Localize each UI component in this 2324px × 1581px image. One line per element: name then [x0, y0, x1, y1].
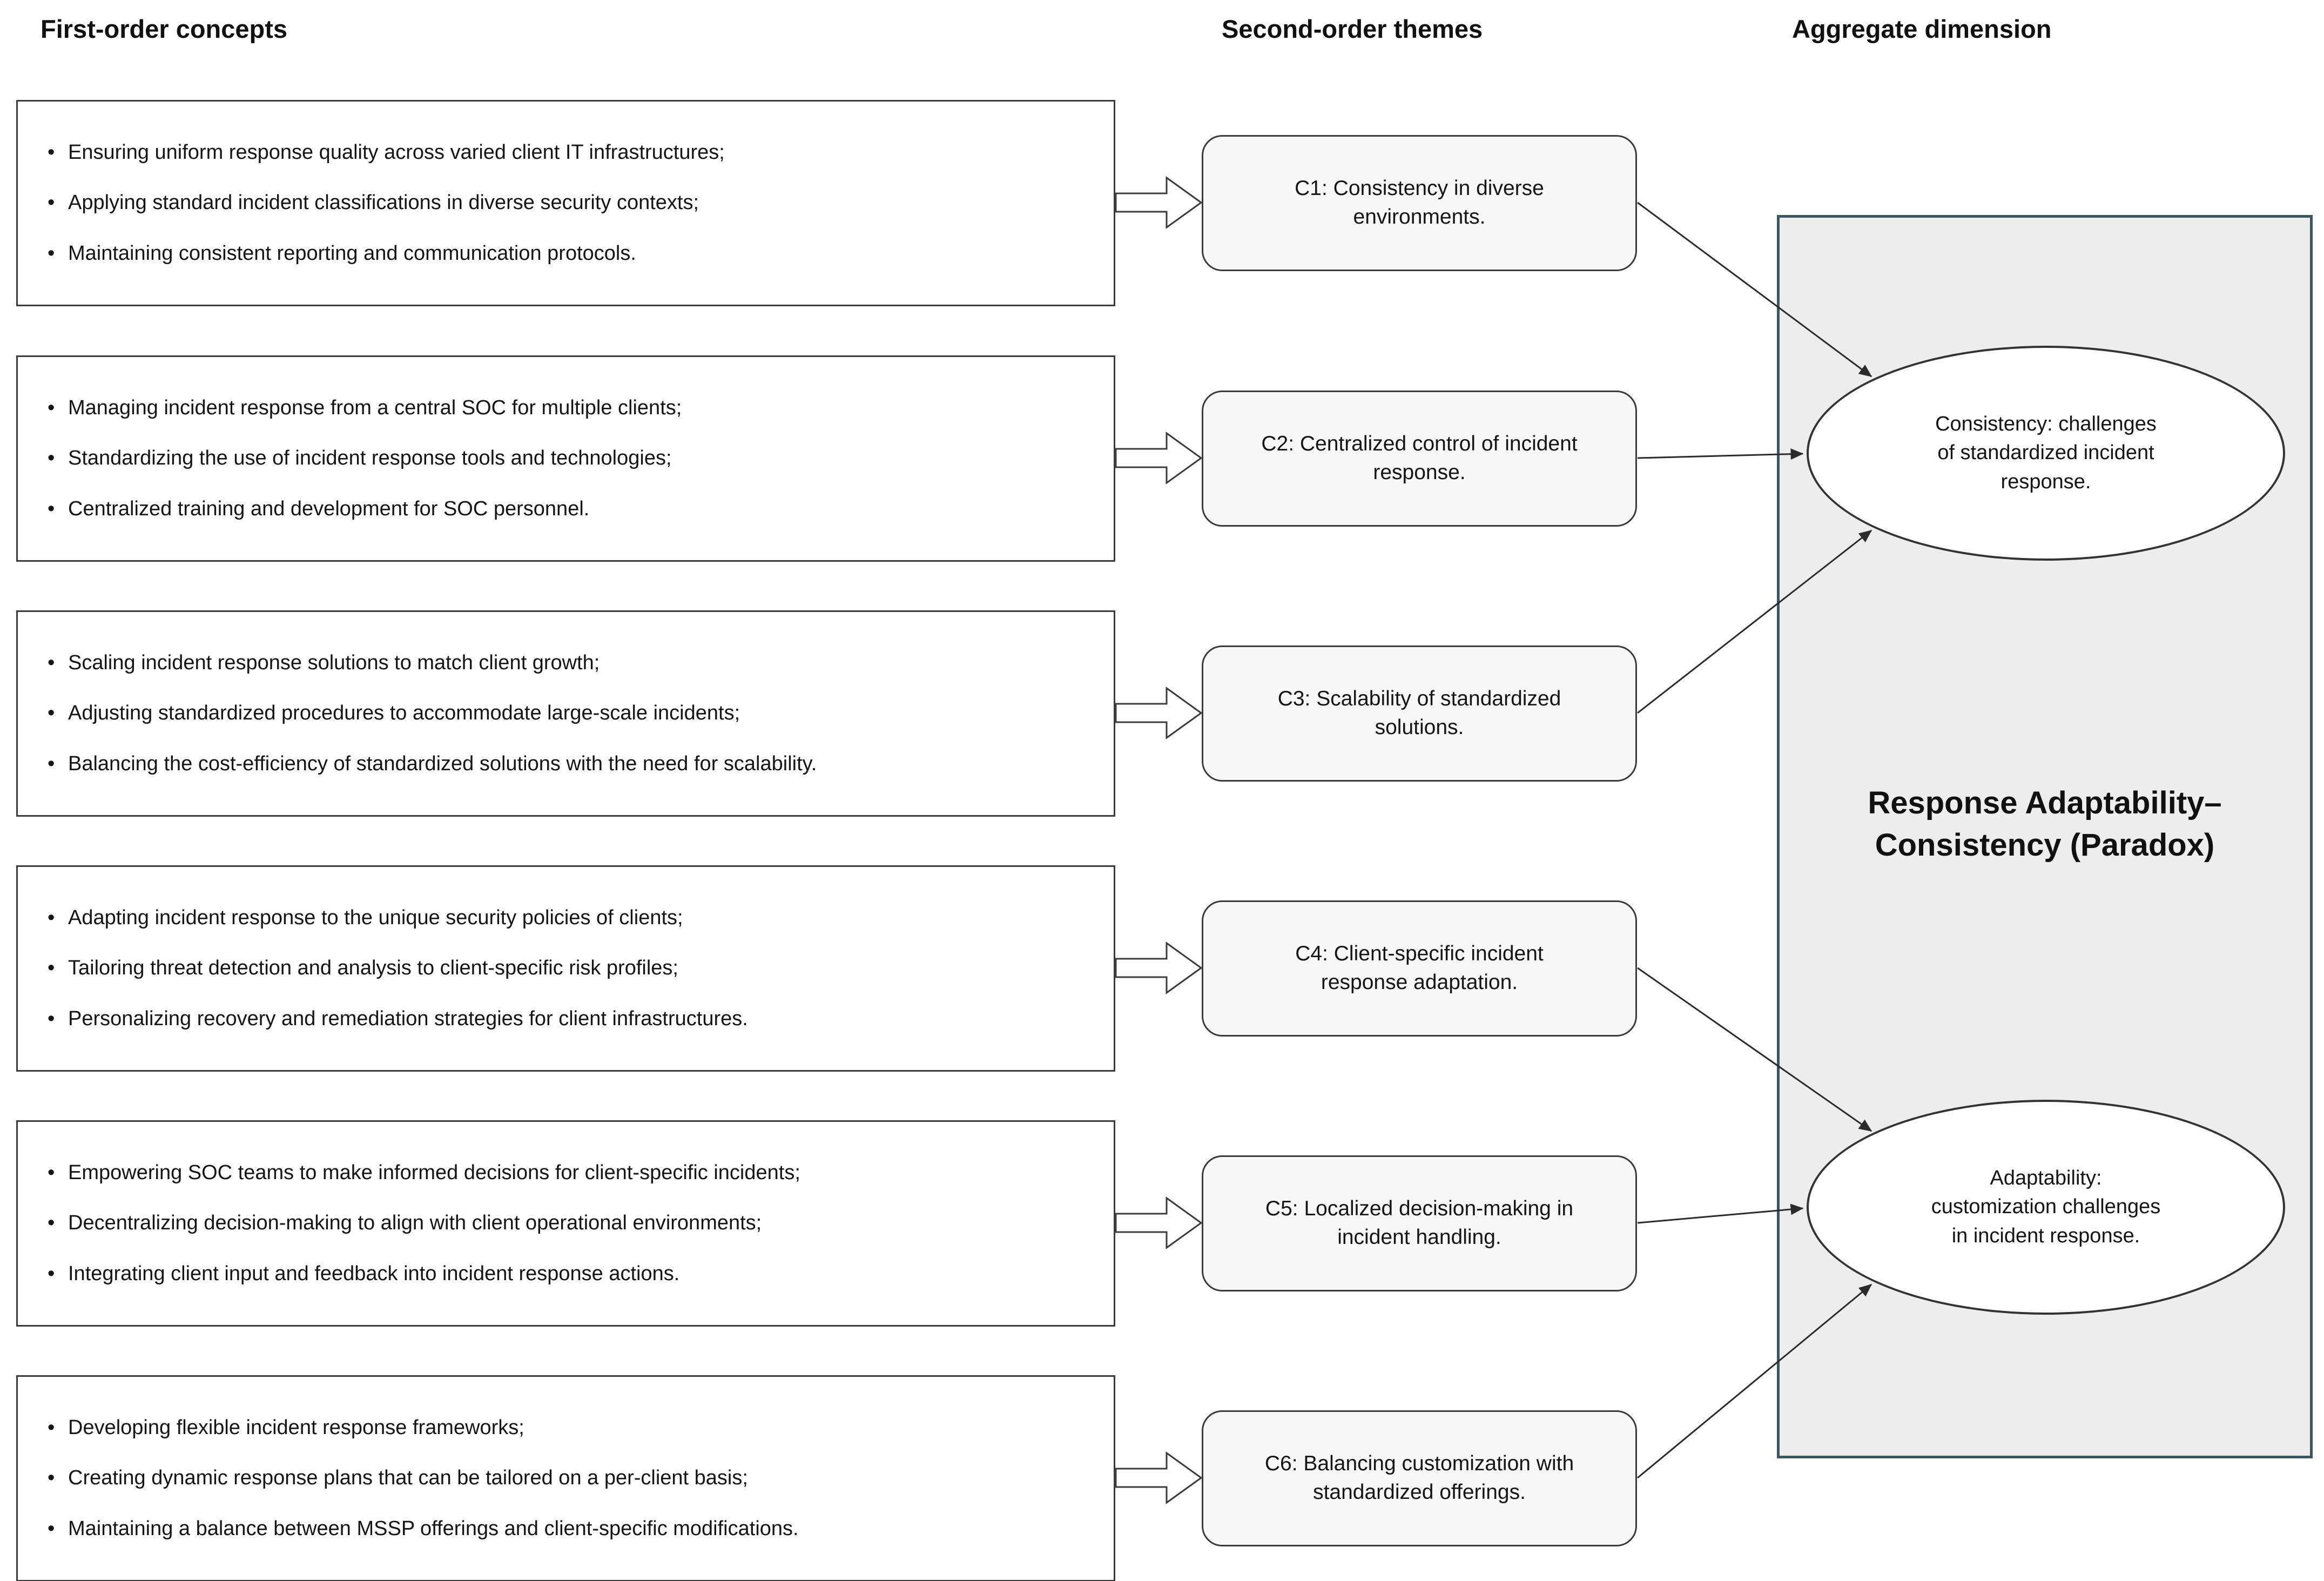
bullet-item: • Applying standard incident classifications in diverse security contexts; — [42, 191, 1089, 216]
first-order-box-4 — [16, 865, 1115, 1072]
ellipse-label: Adaptability: customization challenges in incident response. — [1931, 1167, 2161, 1247]
bullet-item: • Ensuring uniform response quality across varied client IT infrastructures; — [42, 140, 1089, 165]
bullet-item: • Adapting incident response to the unique security policies of clients; — [42, 906, 1089, 931]
bullet-item: • Managing incident response from a central SOC for multiple clients; — [42, 396, 1089, 421]
bullet-item: • Tailoring threat detection and analysis to client-specific risk profiles; — [42, 956, 1089, 981]
theme-label: C3: Scalability of standardized solutions. — [1277, 687, 1561, 739]
column-header-second-order: Second-order themes — [1222, 15, 1483, 43]
theme-box-c2 — [1202, 391, 1637, 527]
bullet-item: • Empowering SOC teams to make informed decisions for client-specific incidents; — [42, 1161, 1089, 1186]
theme-label: C6: Balancing customization with standardized offerings. — [1264, 1452, 1574, 1504]
first-order-box-5 — [16, 1120, 1115, 1327]
theme-box-c5 — [1202, 1155, 1637, 1291]
ellipse-consistency — [1807, 346, 2285, 561]
bullet-item: • Personalizing recovery and remediation strategies for client infrastructures. — [42, 1007, 1089, 1032]
bullet-item: • Integrating client input and feedback into incident response actions. — [42, 1262, 1089, 1287]
theme-box-c3 — [1202, 645, 1637, 782]
theme-label: C5: Localized decision-making in incident handling. — [1265, 1197, 1574, 1249]
bullet-item: • Standardizing the use of incident response tools and technologies; — [42, 446, 1089, 471]
theme-label: C2: Centralized control of incident response. — [1261, 432, 1578, 484]
block-arrow-6 — [1116, 1453, 1201, 1503]
bullet-item: • Maintaining a balance between MSSP offerings and client-specific modifications. — [42, 1517, 1089, 1542]
aggregate-dimension-label: Response Adaptability–Consistency (Paradox) — [1868, 785, 2222, 863]
block-arrow-5 — [1116, 1198, 1201, 1248]
block-arrow-4 — [1116, 943, 1201, 993]
first-order-box-1 — [16, 100, 1115, 306]
theme-box-c6 — [1202, 1410, 1637, 1546]
column-header-aggregate: Aggregate dimension — [1792, 15, 2052, 43]
first-order-box-3 — [16, 610, 1115, 817]
theme-label: C1: Consistency in diverse environments. — [1295, 177, 1544, 228]
theme-box-c4 — [1202, 900, 1637, 1037]
block-arrow-1 — [1116, 178, 1201, 227]
theme-box-c1 — [1202, 135, 1637, 271]
ellipse-adaptability — [1807, 1100, 2285, 1315]
bullet-item: • Developing flexible incident response frameworks; — [42, 1416, 1089, 1441]
bullet-item: • Maintaining consistent reporting and communication protocols. — [42, 241, 1089, 266]
first-order-box-6 — [16, 1375, 1115, 1581]
ellipse-label: Consistency: challenges of standardized incident response. — [1935, 413, 2157, 493]
bullet-item: • Balancing the cost-efficiency of standardized solutions with the need for scalability. — [42, 752, 1089, 777]
bullet-item: • Decentralizing decision-making to align with client operational environments; — [42, 1211, 1089, 1236]
first-order-box-2 — [16, 355, 1115, 562]
block-arrow-2 — [1116, 433, 1201, 483]
column-header-first-order: First-order concepts — [41, 15, 288, 43]
bullet-item: • Creating dynamic response plans that can be tailored on a per-client basis; — [42, 1466, 1089, 1491]
bullet-item: • Adjusting standardized procedures to accommodate large-scale incidents; — [42, 701, 1089, 726]
bullet-item: • Centralized training and development for SOC personnel. — [42, 497, 1089, 522]
bullet-item: • Scaling incident response solutions to match client growth; — [42, 651, 1089, 676]
theme-label: C4: Client-specific incident response adaptation. — [1295, 942, 1544, 994]
block-arrow-3 — [1116, 688, 1201, 738]
